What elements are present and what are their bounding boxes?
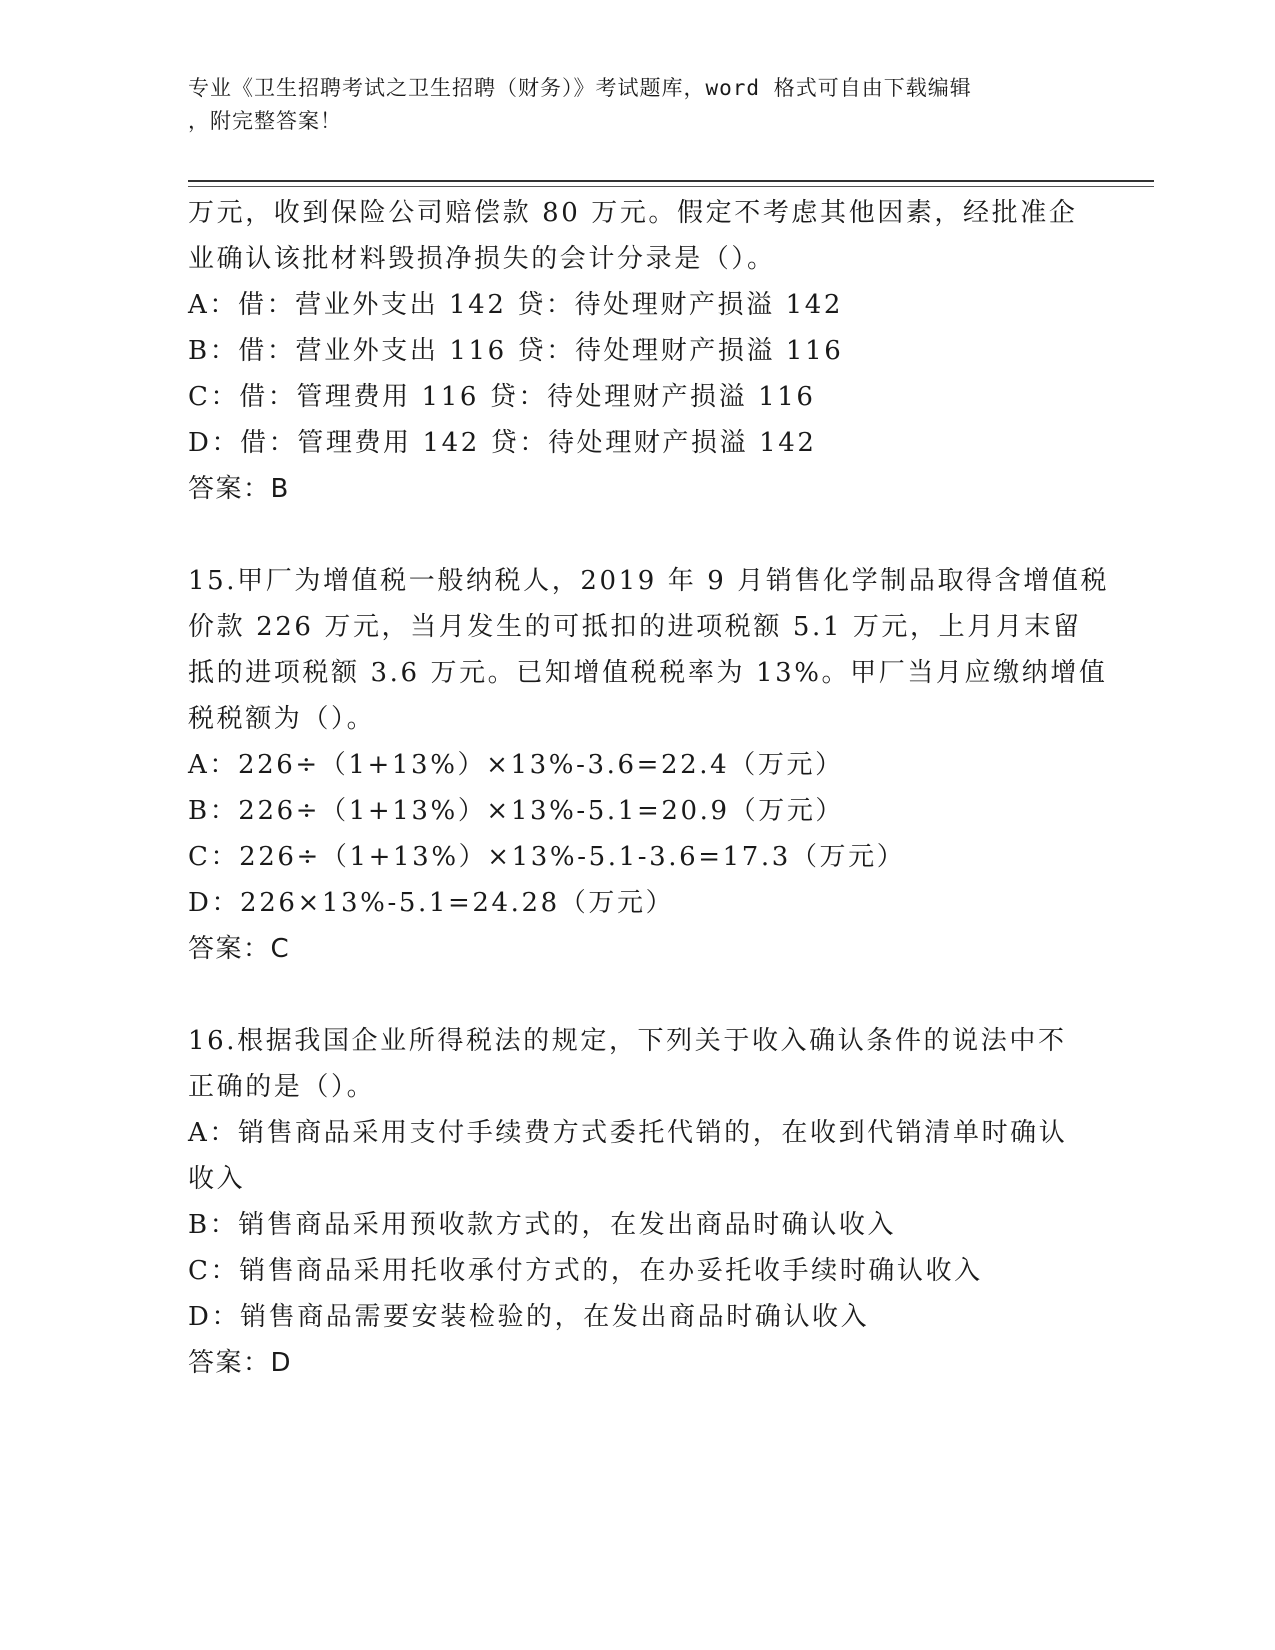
answer-line: 答案：D [188,1348,293,1378]
answer-line: 答案：B [188,474,290,504]
document-body [188,190,1110,1386]
question-stem-line: 15.甲厂为增值税一般纳税人，2019 年 9 月销售化学制品取得含增值税 [188,566,1110,596]
document-header [188,72,1088,138]
option-a: A：226÷（1+13%）×13%-3.6=22.4（万元） [188,750,844,780]
question-stem-line: 正确的是（）。 [188,1072,376,1102]
option-d: D：借：管理费用 142 贷：待处理财产损溢 142 [188,428,817,458]
option-b: B：销售商品采用预收款方式的，在发出商品时确认收入 [188,1210,897,1240]
option-c: C：销售商品采用托收承付方式的，在办妥托收手续时确认收入 [188,1256,983,1286]
option-d: D：226×13%-5.1=24.28（万元） [188,888,675,918]
option-c: C：借：管理费用 116 贷：待处理财产损溢 116 [188,382,816,412]
question-16 [188,1018,1088,1386]
question-stem-line: 价款 226 万元，当月发生的可抵扣的进项税额 5.1 万元，上月月末留 [188,612,1082,642]
question-stem-line: 业确认该批材料毁损净损失的会计分录是（）。 [188,244,776,274]
question-stem-line: 万元，收到保险公司赔偿款 80 万元。假定不考虑其他因素，经批准企 [188,198,1078,228]
option-b: B：借：营业外支出 116 贷：待处理财产损溢 116 [188,336,844,366]
header-line-2: ，附完整答案！ [188,109,342,133]
option-d: D：销售商品需要安装检验的，在发出商品时确认收入 [188,1302,870,1332]
header-divider-thick [188,180,1154,182]
question-stem-line: 税税额为（）。 [188,704,376,734]
option-c: C：226÷（1+13%）×13%-5.1-3.6=17.3（万元） [188,842,906,872]
spacer [188,512,1088,558]
question-stem-line: 抵的进项税额 3.6 万元。已知增值税税率为 13%。甲厂当月应缴纳增值 [188,658,1108,688]
question-stem-line: 16.根据我国企业所得税法的规定，下列关于收入确认条件的说法中不 [188,1026,1067,1056]
question-15 [188,558,1110,972]
option-a: A：借：营业外支出 142 贷：待处理财产损溢 142 [188,290,844,320]
option-b: B：226÷（1+13%）×13%-5.1=20.9（万元） [188,796,845,826]
option-a: A：销售商品采用支付手续费方式委托代销的，在收到代销清单时确认 [188,1118,1068,1148]
option-a-continued: 收入 [188,1164,246,1194]
question-14 [188,190,1088,512]
spacer [188,972,1088,1018]
header-divider-thin [188,186,1154,187]
header-line-1: 专业《卫生招聘考试之卫生招聘（财务）》考试题库，word 格式可自由下载编辑 [188,76,972,100]
answer-line: 答案：C [188,934,291,964]
